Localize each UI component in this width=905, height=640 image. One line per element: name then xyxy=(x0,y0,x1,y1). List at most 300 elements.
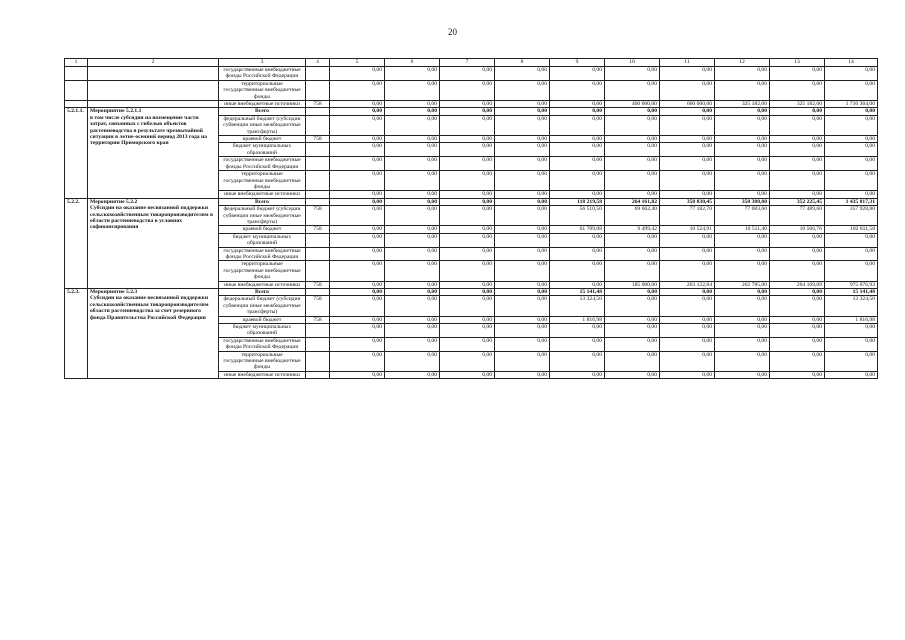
measure-id: 5.2.2. xyxy=(65,198,88,288)
amount-cell: 0,00 xyxy=(605,115,660,135)
amount-cell: 264 161,82 xyxy=(605,198,660,205)
table-row xyxy=(65,67,878,81)
amount-cell: 0,00 xyxy=(385,67,440,81)
column-header: 6 xyxy=(385,59,440,67)
budget-code: 758 xyxy=(306,206,330,226)
column-header: 4 xyxy=(306,59,330,67)
amount-cell: 0,00 xyxy=(330,247,385,261)
amount-cell: 0,00 xyxy=(330,108,385,115)
amount-cell: 0,00 xyxy=(495,316,550,323)
budget-code xyxy=(306,324,330,338)
page-number: 20 xyxy=(448,27,457,37)
budget-code xyxy=(306,233,330,247)
table-row xyxy=(65,80,878,100)
amount-cell: 0,00 xyxy=(385,324,440,338)
funding-source: территориальные государственные внебюджетные фонды xyxy=(219,351,306,371)
amount-cell: 0,00 xyxy=(440,289,495,296)
amount-cell: 0,00 xyxy=(605,289,660,296)
amount-cell: 0,00 xyxy=(825,157,878,171)
column-header: 2 xyxy=(88,59,219,67)
amount-cell: 0,00 xyxy=(495,143,550,157)
amount-cell: 0,00 xyxy=(770,171,825,191)
amount-cell: 10 566,76 xyxy=(770,226,825,233)
amount-cell: 0,00 xyxy=(440,80,495,100)
amount-cell: 0,00 xyxy=(715,337,770,351)
amount-cell: 0,00 xyxy=(440,115,495,135)
amount-cell: 0,00 xyxy=(660,191,715,198)
amount-cell: 350 830,45 xyxy=(660,198,715,205)
measure-text: Субсидии на оказание несвязанной поддержки сельскохозяйственным товаропроизводителям в области растениеводства в условиях софинансирования xyxy=(90,205,214,231)
amount-cell: 13 324,50 xyxy=(825,296,878,316)
amount-cell: 0,00 xyxy=(715,157,770,171)
table-row xyxy=(65,101,878,108)
amount-cell: 0,00 xyxy=(660,80,715,100)
amount-cell: 0,00 xyxy=(605,143,660,157)
amount-cell: 0,00 xyxy=(330,316,385,323)
budget-code: 758 xyxy=(306,316,330,323)
amount-cell: 0,00 xyxy=(440,324,495,338)
amount-cell: 0,00 xyxy=(660,289,715,296)
amount-cell: 0,00 xyxy=(605,233,660,247)
table-body xyxy=(65,67,878,379)
budget-code xyxy=(306,337,330,351)
amount-cell: 0,00 xyxy=(660,337,715,351)
amount-cell: 0,00 xyxy=(660,371,715,378)
amount-cell: 56 510,50 xyxy=(550,206,605,226)
column-header: 3 xyxy=(219,59,306,67)
funding-source: иные внебюджетные источники xyxy=(219,101,306,108)
amount-cell: 0,00 xyxy=(825,191,878,198)
budget-code xyxy=(306,157,330,171)
amount-cell: 0,00 xyxy=(715,143,770,157)
amount-cell: 0,00 xyxy=(495,351,550,371)
amount-cell: 0,00 xyxy=(330,337,385,351)
amount-cell: 0,00 xyxy=(715,108,770,115)
amount-cell: 0,00 xyxy=(385,143,440,157)
amount-cell: 0,00 xyxy=(605,67,660,81)
measure-text: в том числе субсидия на возмещение части затрат, связанных с гибелью объектов растениеводства в результате чрезвычайной ситуации в летне-осенний период 2013 года на территории Приморского края xyxy=(90,114,208,147)
amount-cell: 0,00 xyxy=(550,261,605,281)
amount-cell: 0,00 xyxy=(495,226,550,233)
amount-cell: 102 811,58 xyxy=(825,226,878,233)
amount-cell: 77 182,70 xyxy=(660,206,715,226)
empty-cell xyxy=(88,101,219,108)
amount-cell: 325 182,00 xyxy=(715,101,770,108)
amount-cell: 0,00 xyxy=(495,108,550,115)
measure-text: Субсидии на оказание несвязанной поддержки сельскохозяйственным товаропроизводителям области растениеводства за счет резервного фонда Правительства Российской Федерации xyxy=(90,295,209,321)
amount-cell: 0,00 xyxy=(605,324,660,338)
amount-cell: 15 141,48 xyxy=(825,289,878,296)
amount-cell: 0,00 xyxy=(440,371,495,378)
empty-cell xyxy=(65,101,88,108)
amount-cell: 0,00 xyxy=(550,337,605,351)
amount-cell: 10 511,40 xyxy=(715,226,770,233)
amount-cell: 0,00 xyxy=(440,143,495,157)
amount-cell: 1 710 364,00 xyxy=(825,101,878,108)
amount-cell: 0,00 xyxy=(770,67,825,81)
amount-cell: 0,00 xyxy=(385,101,440,108)
budget-code: 758 xyxy=(306,226,330,233)
amount-cell: 0,00 xyxy=(770,191,825,198)
amount-cell: 0,00 xyxy=(440,206,495,226)
amount-cell: 0,00 xyxy=(330,191,385,198)
amount-cell: 0,00 xyxy=(605,157,660,171)
amount-cell: 0,00 xyxy=(715,233,770,247)
amount-cell: 0,00 xyxy=(495,296,550,316)
column-header: 11 xyxy=(660,59,715,67)
amount-cell: 0,00 xyxy=(385,80,440,100)
amount-cell: 0,00 xyxy=(385,371,440,378)
amount-cell: 0,00 xyxy=(495,157,550,171)
amount-cell: 0,00 xyxy=(825,233,878,247)
amount-cell: 9 499,42 xyxy=(605,226,660,233)
empty-cell xyxy=(88,80,219,100)
column-number-row xyxy=(65,59,878,67)
amount-cell: 0,00 xyxy=(495,324,550,338)
amount-cell: 0,00 xyxy=(770,296,825,316)
amount-cell: 0,00 xyxy=(385,261,440,281)
amount-cell: 0,00 xyxy=(385,198,440,205)
amount-cell: 0,00 xyxy=(660,171,715,191)
budget-code xyxy=(306,289,330,296)
amount-cell: 0,00 xyxy=(495,289,550,296)
amount-cell: 0,00 xyxy=(770,115,825,135)
amount-cell: 0,00 xyxy=(550,324,605,338)
funding-source: Всего xyxy=(219,289,306,296)
amount-cell: 0,00 xyxy=(550,115,605,135)
funding-source: бюджет муниципальных образований xyxy=(219,143,306,157)
budget-code: 758 xyxy=(306,296,330,316)
column-header: 5 xyxy=(330,59,385,67)
amount-cell: 0,00 xyxy=(440,136,495,143)
amount-cell: 352 225,45 xyxy=(770,198,825,205)
amount-cell: 0,00 xyxy=(330,171,385,191)
funding-source: краевой бюджет xyxy=(219,226,306,233)
empty-cell xyxy=(65,67,88,81)
amount-cell: 185 000,00 xyxy=(605,281,660,288)
column-header: 10 xyxy=(605,59,660,67)
amount-cell: 0,00 xyxy=(605,296,660,316)
amount-cell: 0,00 xyxy=(495,191,550,198)
funding-source: иные внебюджетные источники xyxy=(219,191,306,198)
amount-cell: 263 122,84 xyxy=(660,281,715,288)
amount-cell: 0,00 xyxy=(330,261,385,281)
amount-cell: 0,00 xyxy=(385,136,440,143)
amount-cell: 0,00 xyxy=(715,324,770,338)
budget-code xyxy=(306,80,330,100)
amount-cell: 0,00 xyxy=(330,233,385,247)
amount-cell: 0,00 xyxy=(385,191,440,198)
amount-cell: 0,00 xyxy=(385,233,440,247)
amount-cell: 0,00 xyxy=(715,136,770,143)
amount-cell: 0,00 xyxy=(770,136,825,143)
measure-description xyxy=(88,198,219,288)
column-header: 8 xyxy=(495,59,550,67)
amount-cell: 77 489,60 xyxy=(770,206,825,226)
amount-cell: 1 816,98 xyxy=(825,316,878,323)
measure-title: Мероприятие 5.2.2 xyxy=(90,198,138,205)
amount-cell: 0,00 xyxy=(495,136,550,143)
amount-cell: 0,00 xyxy=(715,316,770,323)
amount-cell: 0,00 xyxy=(440,316,495,323)
amount-cell: 0,00 xyxy=(550,171,605,191)
amount-cell: 0,00 xyxy=(660,108,715,115)
amount-cell: 0,00 xyxy=(550,371,605,378)
amount-cell: 0,00 xyxy=(660,115,715,135)
amount-cell: 0,00 xyxy=(440,108,495,115)
amount-cell: 0,00 xyxy=(770,351,825,371)
amount-cell: 1 816,98 xyxy=(550,316,605,323)
amount-cell: 0,00 xyxy=(385,351,440,371)
budget-code xyxy=(306,115,330,135)
amount-cell: 0,00 xyxy=(385,206,440,226)
measure-id: 5.2.3. xyxy=(65,289,88,379)
amount-cell: 0,00 xyxy=(550,191,605,198)
amount-cell: 0,00 xyxy=(715,289,770,296)
amount-cell: 0,00 xyxy=(495,371,550,378)
budget-code xyxy=(306,371,330,378)
column-header: 1 xyxy=(65,59,88,67)
funding-source: федеральный бюджет (субсидии субвенции иные межбюджетные трансферты) xyxy=(219,115,306,135)
amount-cell: 0,00 xyxy=(770,324,825,338)
amount-cell: 0,00 xyxy=(440,296,495,316)
amount-cell: 0,00 xyxy=(385,157,440,171)
amount-cell: 0,00 xyxy=(385,226,440,233)
amount-cell: 262 785,00 xyxy=(715,281,770,288)
amount-cell: 0,00 xyxy=(770,80,825,100)
amount-cell: 0,00 xyxy=(825,67,878,81)
amount-cell: 0,00 xyxy=(825,171,878,191)
amount-cell: 0,00 xyxy=(330,80,385,100)
empty-cell xyxy=(88,67,219,81)
amount-cell: 0,00 xyxy=(495,261,550,281)
amount-cell: 0,00 xyxy=(550,136,605,143)
amount-cell: 0,00 xyxy=(330,67,385,81)
amount-cell: 0,00 xyxy=(825,371,878,378)
amount-cell: 975 076,93 xyxy=(825,281,878,288)
amount-cell: 0,00 xyxy=(660,261,715,281)
amount-cell: 0,00 xyxy=(385,281,440,288)
amount-cell: 0,00 xyxy=(770,247,825,261)
amount-cell: 0,00 xyxy=(495,171,550,191)
amount-cell: 0,00 xyxy=(605,316,660,323)
amount-cell: 0,00 xyxy=(330,371,385,378)
amount-cell: 0,00 xyxy=(770,371,825,378)
amount-cell: 0,00 xyxy=(385,337,440,351)
amount-cell: 0,00 xyxy=(495,198,550,205)
amount-cell: 0,00 xyxy=(495,337,550,351)
amount-cell: 0,00 xyxy=(770,261,825,281)
amount-cell: 0,00 xyxy=(330,296,385,316)
funding-source: краевой бюджет xyxy=(219,316,306,323)
amount-cell: 0,00 xyxy=(660,67,715,81)
amount-cell: 0,00 xyxy=(660,143,715,157)
amount-cell: 0,00 xyxy=(825,351,878,371)
measure-title: Мероприятие 5.2.3 xyxy=(90,289,138,295)
amount-cell: 0,00 xyxy=(825,115,878,135)
amount-cell: 660 000,00 xyxy=(660,101,715,108)
table-row xyxy=(65,289,878,296)
funding-source: Всего xyxy=(219,198,306,205)
amount-cell: 0,00 xyxy=(715,261,770,281)
amount-cell: 0,00 xyxy=(605,351,660,371)
amount-cell: 0,00 xyxy=(495,281,550,288)
amount-cell: 0,00 xyxy=(495,115,550,135)
amount-cell: 0,00 xyxy=(385,296,440,316)
amount-cell: 118 219,58 xyxy=(550,198,605,205)
amount-cell: 0,00 xyxy=(660,157,715,171)
budget-code: 758 xyxy=(306,136,330,143)
amount-cell: 0,00 xyxy=(660,136,715,143)
column-header: 9 xyxy=(550,59,605,67)
amount-cell: 0,00 xyxy=(550,247,605,261)
amount-cell: 0,00 xyxy=(550,143,605,157)
amount-cell: 0,00 xyxy=(825,143,878,157)
amount-cell: 0,00 xyxy=(495,101,550,108)
amount-cell: 350 380,00 xyxy=(715,198,770,205)
funding-source: бюджет муниципальных образований xyxy=(219,233,306,247)
amount-cell: 0,00 xyxy=(605,80,660,100)
amount-cell: 0,00 xyxy=(550,108,605,115)
funding-source: государственные внебюджетные фонды Российской Федерации xyxy=(219,337,306,351)
budget-table xyxy=(64,58,878,379)
amount-cell: 0,00 xyxy=(440,191,495,198)
amount-cell: 0,00 xyxy=(770,108,825,115)
amount-cell: 0,00 xyxy=(495,247,550,261)
amount-cell: 0,00 xyxy=(440,261,495,281)
amount-cell: 0,00 xyxy=(440,247,495,261)
budget-code xyxy=(306,191,330,198)
amount-cell: 0,00 xyxy=(660,233,715,247)
amount-cell: 0,00 xyxy=(330,101,385,108)
table-row xyxy=(65,108,878,115)
amount-cell: 0,00 xyxy=(605,108,660,115)
funding-source: территориальные государственные внебюджетные фонды xyxy=(219,261,306,281)
amount-cell: 0,00 xyxy=(550,101,605,108)
amount-cell: 0,00 xyxy=(440,226,495,233)
amount-cell: 0,00 xyxy=(330,351,385,371)
amount-cell: 0,00 xyxy=(495,233,550,247)
amount-cell: 0,00 xyxy=(330,281,385,288)
table-row xyxy=(65,198,878,205)
amount-cell: 0,00 xyxy=(605,171,660,191)
amount-cell: 0,00 xyxy=(605,247,660,261)
amount-cell: 0,00 xyxy=(825,261,878,281)
budget-code xyxy=(306,143,330,157)
budget-code: 758 xyxy=(306,101,330,108)
amount-cell: 0,00 xyxy=(330,226,385,233)
amount-cell: 10 524,91 xyxy=(660,226,715,233)
amount-cell: 69 662,40 xyxy=(605,206,660,226)
amount-cell: 0,00 xyxy=(495,67,550,81)
budget-code xyxy=(306,198,330,205)
amount-cell: 0,00 xyxy=(440,351,495,371)
column-header: 12 xyxy=(715,59,770,67)
amount-cell: 0,00 xyxy=(440,101,495,108)
amount-cell: 0,00 xyxy=(385,171,440,191)
funding-source: иные внебюджетные источники xyxy=(219,281,306,288)
amount-cell: 0,00 xyxy=(715,371,770,378)
measure-description xyxy=(88,108,219,198)
amount-cell: 0,00 xyxy=(825,80,878,100)
funding-source: Всего xyxy=(219,108,306,115)
amount-cell: 0,00 xyxy=(715,67,770,81)
amount-cell: 0,00 xyxy=(770,143,825,157)
amount-cell: 0,00 xyxy=(385,115,440,135)
amount-cell: 0,00 xyxy=(770,157,825,171)
empty-cell xyxy=(65,80,88,100)
amount-cell: 0,00 xyxy=(715,191,770,198)
amount-cell: 0,00 xyxy=(825,247,878,261)
amount-cell: 0,00 xyxy=(605,371,660,378)
amount-cell: 0,00 xyxy=(550,233,605,247)
measure-description xyxy=(88,289,219,379)
amount-cell: 0,00 xyxy=(715,171,770,191)
amount-cell: 0,00 xyxy=(550,80,605,100)
amount-cell: 0,00 xyxy=(825,324,878,338)
amount-cell: 400 000,00 xyxy=(605,101,660,108)
funding-source: федеральный бюджет (субсидии субвенции иные межбюджетные трансферты) xyxy=(219,296,306,316)
budget-code xyxy=(306,67,330,81)
budget-code xyxy=(306,171,330,191)
funding-source: федеральный бюджет (субсидии субвенции иные межбюджетные трансферты) xyxy=(219,206,306,226)
amount-cell: 0,00 xyxy=(715,115,770,135)
column-header: 7 xyxy=(440,59,495,67)
column-header: 14 xyxy=(825,59,878,67)
funding-source: территориальные государственные внебюджетные фонды xyxy=(219,171,306,191)
amount-cell: 0,00 xyxy=(715,351,770,371)
amount-cell: 0,00 xyxy=(550,281,605,288)
amount-cell: 0,00 xyxy=(440,157,495,171)
amount-cell: 61 709,08 xyxy=(550,226,605,233)
budget-code xyxy=(306,247,330,261)
amount-cell: 0,00 xyxy=(385,247,440,261)
column-header: 13 xyxy=(770,59,825,67)
amount-cell: 0,00 xyxy=(330,206,385,226)
amount-cell: 0,00 xyxy=(440,281,495,288)
funding-source: государственные внебюджетные фонды Российской Федерации xyxy=(219,67,306,81)
amount-cell: 0,00 xyxy=(440,67,495,81)
amount-cell: 0,00 xyxy=(330,143,385,157)
amount-cell: 0,00 xyxy=(660,316,715,323)
amount-cell: 0,00 xyxy=(550,351,605,371)
amount-cell: 0,00 xyxy=(330,157,385,171)
amount-cell: 0,00 xyxy=(660,351,715,371)
funding-source: бюджет муниципальных образований xyxy=(219,324,306,338)
amount-cell: 0,00 xyxy=(440,337,495,351)
amount-cell: 0,00 xyxy=(715,247,770,261)
amount-cell: 264 169,09 xyxy=(770,281,825,288)
amount-cell: 0,00 xyxy=(330,289,385,296)
amount-cell: 0,00 xyxy=(495,80,550,100)
budget-code xyxy=(306,351,330,371)
measure-id: 5.2.1.1. xyxy=(65,108,88,198)
amount-cell: 0,00 xyxy=(330,115,385,135)
amount-cell: 0,00 xyxy=(660,296,715,316)
amount-cell: 0,00 xyxy=(825,108,878,115)
amount-cell: 0,00 xyxy=(715,80,770,100)
amount-cell: 13 324,50 xyxy=(550,296,605,316)
funding-source: иные внебюджетные источники xyxy=(219,371,306,378)
amount-cell: 1 435 817,31 xyxy=(825,198,878,205)
amount-cell: 0,00 xyxy=(825,337,878,351)
amount-cell: 325 182,00 xyxy=(770,101,825,108)
measure-title: Мероприятие 5.2.1.1 xyxy=(90,108,142,115)
amount-cell: 0,00 xyxy=(330,136,385,143)
amount-cell: 0,00 xyxy=(385,316,440,323)
amount-cell: 0,00 xyxy=(440,233,495,247)
amount-cell: 15 141,48 xyxy=(550,289,605,296)
